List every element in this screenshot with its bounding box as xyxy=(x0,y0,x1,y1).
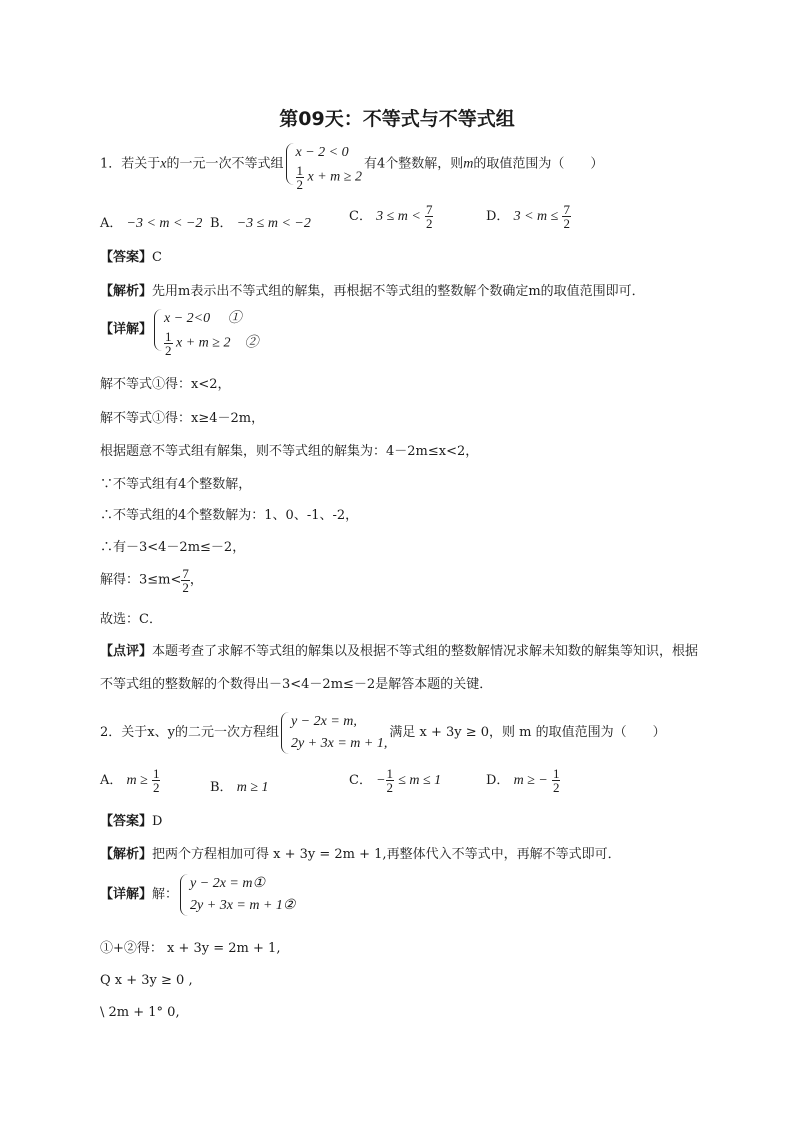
q1-option-c: C． 3 ≤ m < $\frac{7}{2}$ xyxy=(349,202,433,231)
q1-step-4: ∵不等式组有4个整数解， xyxy=(100,477,252,492)
brace-icon xyxy=(154,309,162,351)
q1-step-6: ∴有－3<4－2m≤－2， xyxy=(100,540,246,555)
brace-icon xyxy=(180,874,188,916)
seven-halves-fraction: $\frac{7}{2}$ xyxy=(563,202,570,231)
seven-halves-fraction: $\frac{7}{2}$ xyxy=(182,566,189,595)
half-fraction: $\frac{1}{2}$ xyxy=(152,766,160,795)
q1-solve: 解得：3≤m< $\frac{7}{2}$ ， xyxy=(100,566,203,595)
q1-detail-system: x − 2<0 ① $\frac{1}{2}$ x + m ≥ 2 ② xyxy=(154,308,258,352)
q1-mid: 的一元一次不等式组 xyxy=(166,156,284,172)
q2-stem: 2．关于x、y的二元一次方程组 y − 2x = m, 2y + 3x = m + 1, 满足 x + 3y ≥ 0，则 m 的取值范围为（ ） xyxy=(100,711,666,755)
half-fraction: $\frac{1}{2}$ xyxy=(296,163,304,192)
q1-option-a: A． −3 < m < −2 xyxy=(100,216,203,231)
q1-detail: 【详解】 x − 2<0 ① $\frac{1}{2}$ x + m ≥ 2 ② xyxy=(100,308,260,352)
q2-step-1: ①+②得： x + 3y = 2m + 1, xyxy=(100,941,281,956)
q2-option-a: A． m ≥ $\frac{1}{2}$ xyxy=(100,766,160,795)
q2-option-b: B． m ≥ 1 xyxy=(210,780,269,795)
q1-suffix-1: 有4个整数解，则 xyxy=(363,156,464,172)
q1-inequality-system xyxy=(286,142,362,192)
q2-detail-system: y − 2x = m① 2y + 3x = m + 1② xyxy=(180,873,295,917)
q2-option-d: D． m ≥ − $\frac{1}{2}$ xyxy=(486,766,560,795)
q2-answer: 【答案】D xyxy=(100,814,163,829)
half-fraction: $\frac{1}{2}$ xyxy=(165,329,172,358)
q1-var-m: m xyxy=(463,156,474,172)
q1-comment-cont: 不等式组的整数解的个数得出－3<4－2m≤－2是解答本题的关键． xyxy=(100,677,493,692)
q2-option-c: C． − $\frac{1}{2}$ ≤ m ≤ 1 xyxy=(349,766,442,795)
q1-comment: 【点评】本题考查了求解不等式组的解集以及根据不等式组的整数解情况求解未知数的解集等知识，根据 xyxy=(100,644,699,659)
brace-icon xyxy=(281,712,289,754)
q1-step-1: 解不等式①得：x<2， xyxy=(100,377,231,392)
page-title: 第09天：不等式与不等式组 xyxy=(279,108,515,130)
q1-analysis: 【解析】先用m表示出不等式组的解集，再根据不等式组的整数解个数确定m的取值范围即可． xyxy=(100,284,645,299)
q1-prefix: 1．若关于 xyxy=(100,156,161,172)
q2-step-2: Q x + 3y ≥ 0 , xyxy=(100,973,193,988)
q1-option-b: B． −3 ≤ m < −2 xyxy=(210,216,311,231)
q1-answer: 【答案】C xyxy=(100,250,162,265)
half-fraction: $\frac{1}{2}$ xyxy=(386,766,394,795)
q1-step-3: 根据题意不等式组有解集，则不等式组的解集为：4－2m≤x<2， xyxy=(100,444,479,459)
half-fraction: $\frac{1}{2}$ xyxy=(552,766,560,795)
q1-var-x: x xyxy=(160,156,167,172)
q1-stem xyxy=(100,142,604,192)
q2-analysis: 【解析】把两个方程相加可得 x + 3y = 2m + 1,再整体代入不等式中，再解不等式即可． xyxy=(100,847,621,862)
q1-system-row-1: x − 2 < 0 xyxy=(295,145,349,160)
q2-equation-system: y − 2x = m, 2y + 3x = m + 1, xyxy=(281,711,387,755)
q1-system-row-2: $\frac{1}{2}$ x + m ≥ 2 xyxy=(296,163,362,192)
q2-detail: 【详解】解： y − 2x = m① 2y + 3x = m + 1② xyxy=(100,873,297,917)
q1-suffix-2: 的取值范围为（ ） xyxy=(473,156,604,172)
q1-step-5: ∴不等式组的4个整数解为：1、0、-1、-2， xyxy=(100,508,359,523)
seven-halves-fraction: $\frac{7}{2}$ xyxy=(425,202,433,231)
q2-step-3: \ 2m + 1° 0, xyxy=(100,1005,180,1020)
q1-step-2: 解不等式①得：x≥4－2m， xyxy=(100,411,265,426)
q1-conclusion: 故选：C． xyxy=(100,612,162,627)
q1-option-d: D． 3 < m ≤ $\frac{7}{2}$ xyxy=(486,202,570,231)
brace-icon xyxy=(286,143,294,185)
